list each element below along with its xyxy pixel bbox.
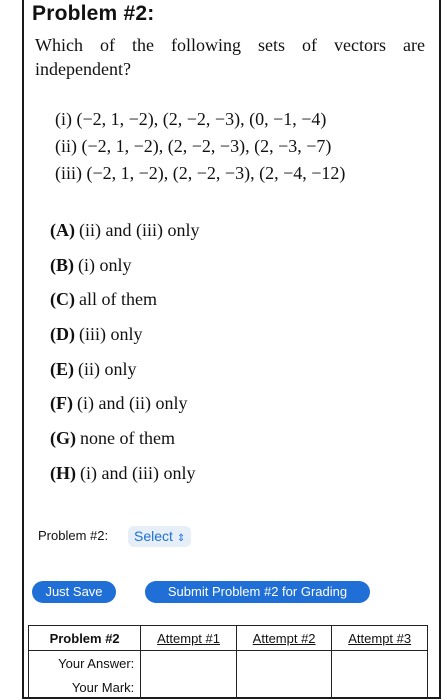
vector-set-i: (i) (−2, 1, −2), (2, −2, −3), (0, −1, −4)	[55, 109, 327, 129]
answer-options	[50, 218, 199, 496]
attempt-1-mark	[141, 675, 237, 699]
option-letter: (A)	[50, 220, 75, 240]
attempts-header-row	[29, 626, 428, 651]
your-answer-row	[29, 651, 428, 676]
option-letter: (C)	[50, 289, 75, 310]
option-letter: (F)	[50, 393, 73, 414]
just-save-button[interactable]: Just Save	[32, 581, 116, 603]
option-text: (ii) and (iii) only	[79, 220, 200, 240]
option-b	[50, 253, 199, 288]
option-letter: (G)	[50, 428, 76, 449]
option-text: none of them	[80, 428, 175, 449]
option-letter: (E)	[50, 358, 74, 379]
attempt-3-mark	[332, 675, 428, 699]
attempt-2-mark	[236, 675, 332, 699]
option-f	[50, 391, 199, 426]
problem-title: Problem #2:	[32, 2, 155, 25]
submit-button[interactable]: Submit Problem #2 for Grading	[145, 581, 370, 603]
vector-set-ii: (ii) (−2, 1, −2), (2, −2, −3), (2, −3, −7)	[55, 136, 332, 156]
option-text: (i) only	[78, 254, 132, 275]
option-text: (ii) only	[78, 358, 137, 379]
attempt-3-link[interactable]: Attempt #3	[332, 626, 428, 651]
option-h	[50, 461, 199, 496]
attempt-2-answer	[236, 651, 332, 676]
option-letter: (B)	[50, 254, 74, 275]
attempts-table	[28, 625, 428, 699]
option-letter: (H)	[50, 462, 76, 483]
attempt-3-answer	[332, 651, 428, 676]
attempt-1-answer	[141, 651, 237, 676]
attempt-1-link[interactable]: Attempt #1	[141, 626, 237, 651]
option-a	[50, 218, 199, 253]
option-c	[50, 287, 199, 322]
answer-select[interactable]	[128, 526, 191, 547]
option-text: (i) and (iii) only	[80, 462, 196, 483]
chevron-updown-icon: ⇕	[176, 533, 186, 544]
vector-set-iii: (iii) (−2, 1, −2), (2, −2, −3), (2, −4, −12)	[55, 163, 346, 183]
attempt-2-link[interactable]: Attempt #2	[236, 626, 332, 651]
option-g	[50, 426, 199, 461]
option-letter: (D)	[50, 324, 75, 345]
your-answer-label: Your Answer:	[29, 651, 141, 676]
option-text: (i) and (ii) only	[76, 393, 188, 414]
option-text: all of them	[79, 289, 157, 310]
option-e	[50, 357, 199, 392]
select-value: Select	[134, 528, 173, 544]
question-text: Which of the following sets of vectors are independent?	[35, 35, 425, 79]
option-text: (iii) only	[79, 324, 143, 345]
your-mark-row	[29, 675, 428, 699]
option-d	[50, 322, 199, 357]
answer-label: Problem #2:	[38, 528, 109, 543]
vector-sets	[55, 106, 345, 187]
problem-header: Problem #2	[29, 626, 141, 651]
your-mark-label: Your Mark:	[29, 675, 141, 699]
